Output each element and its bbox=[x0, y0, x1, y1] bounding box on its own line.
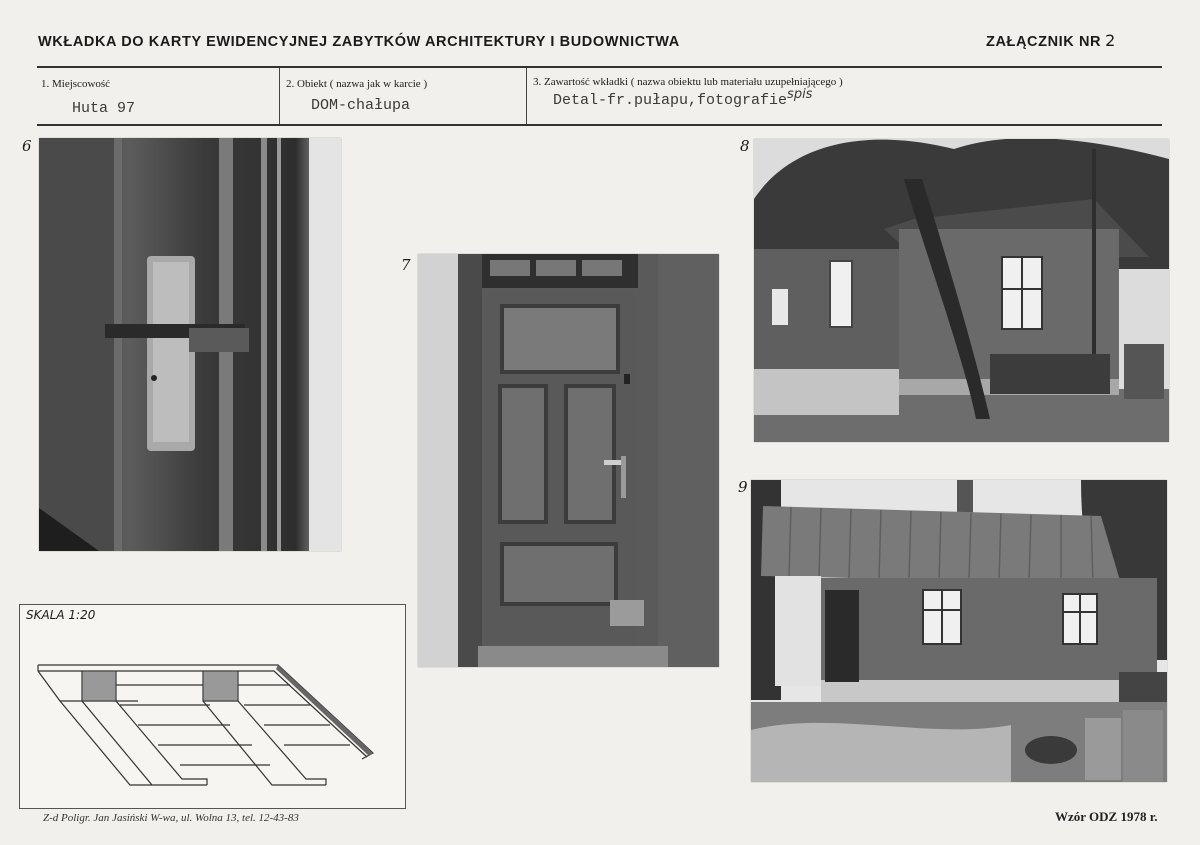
printer-info: Z-d Poligr. Jan Jasiński W-wa, ul. Wolna 13, tel. 12-43-83 bbox=[43, 812, 299, 824]
photo-8-number: 8 bbox=[740, 137, 750, 155]
field-locality-value: Huta 97 bbox=[72, 100, 136, 117]
form-reference: Wzór ODZ 1978 r. bbox=[1055, 809, 1158, 824]
photo-door-latch bbox=[39, 138, 341, 551]
field-contents-text: Detal-fr.pułapu,fotografie bbox=[553, 92, 788, 109]
header-rule-top bbox=[37, 66, 1162, 68]
field-contents-extra: spis bbox=[787, 87, 813, 102]
annex-label bbox=[986, 31, 1116, 50]
header-rule-bottom bbox=[37, 124, 1162, 126]
annex-label-text: ZAŁĄCZNIK NR bbox=[986, 34, 1102, 50]
field-locality-label: 1. Miejscowość bbox=[41, 78, 111, 90]
field-object-label: 2. Obiekt ( nazwa jak w karcie ) bbox=[286, 78, 428, 90]
field-contents-value bbox=[553, 87, 813, 109]
photo-9-number: 9 bbox=[738, 478, 748, 496]
photo-house-corner bbox=[754, 139, 1169, 442]
drawing-scale-label: SKALA 1:20 bbox=[26, 608, 96, 622]
document-title: WKŁADKA DO KARTY EWIDENCYJNEJ ZABYTKÓW ARCHITEKTURY I BUDOWNICTWA bbox=[38, 34, 680, 50]
field-contents-label: 3. Zawartość wkładki ( nazwa obiektu lub materiału uzupełniającego ) bbox=[533, 76, 843, 88]
photo-house-facade bbox=[751, 480, 1167, 782]
ceiling-detail-drawing bbox=[19, 604, 406, 809]
field-divider-1 bbox=[279, 68, 280, 124]
photo-panelled-door bbox=[418, 254, 719, 667]
field-object-value: DOM-chałupa bbox=[311, 97, 411, 114]
photo-6-number: 6 bbox=[22, 137, 32, 155]
annex-number: 2 bbox=[1105, 31, 1116, 50]
field-divider-2 bbox=[526, 68, 527, 124]
photo-7-number: 7 bbox=[401, 256, 411, 274]
